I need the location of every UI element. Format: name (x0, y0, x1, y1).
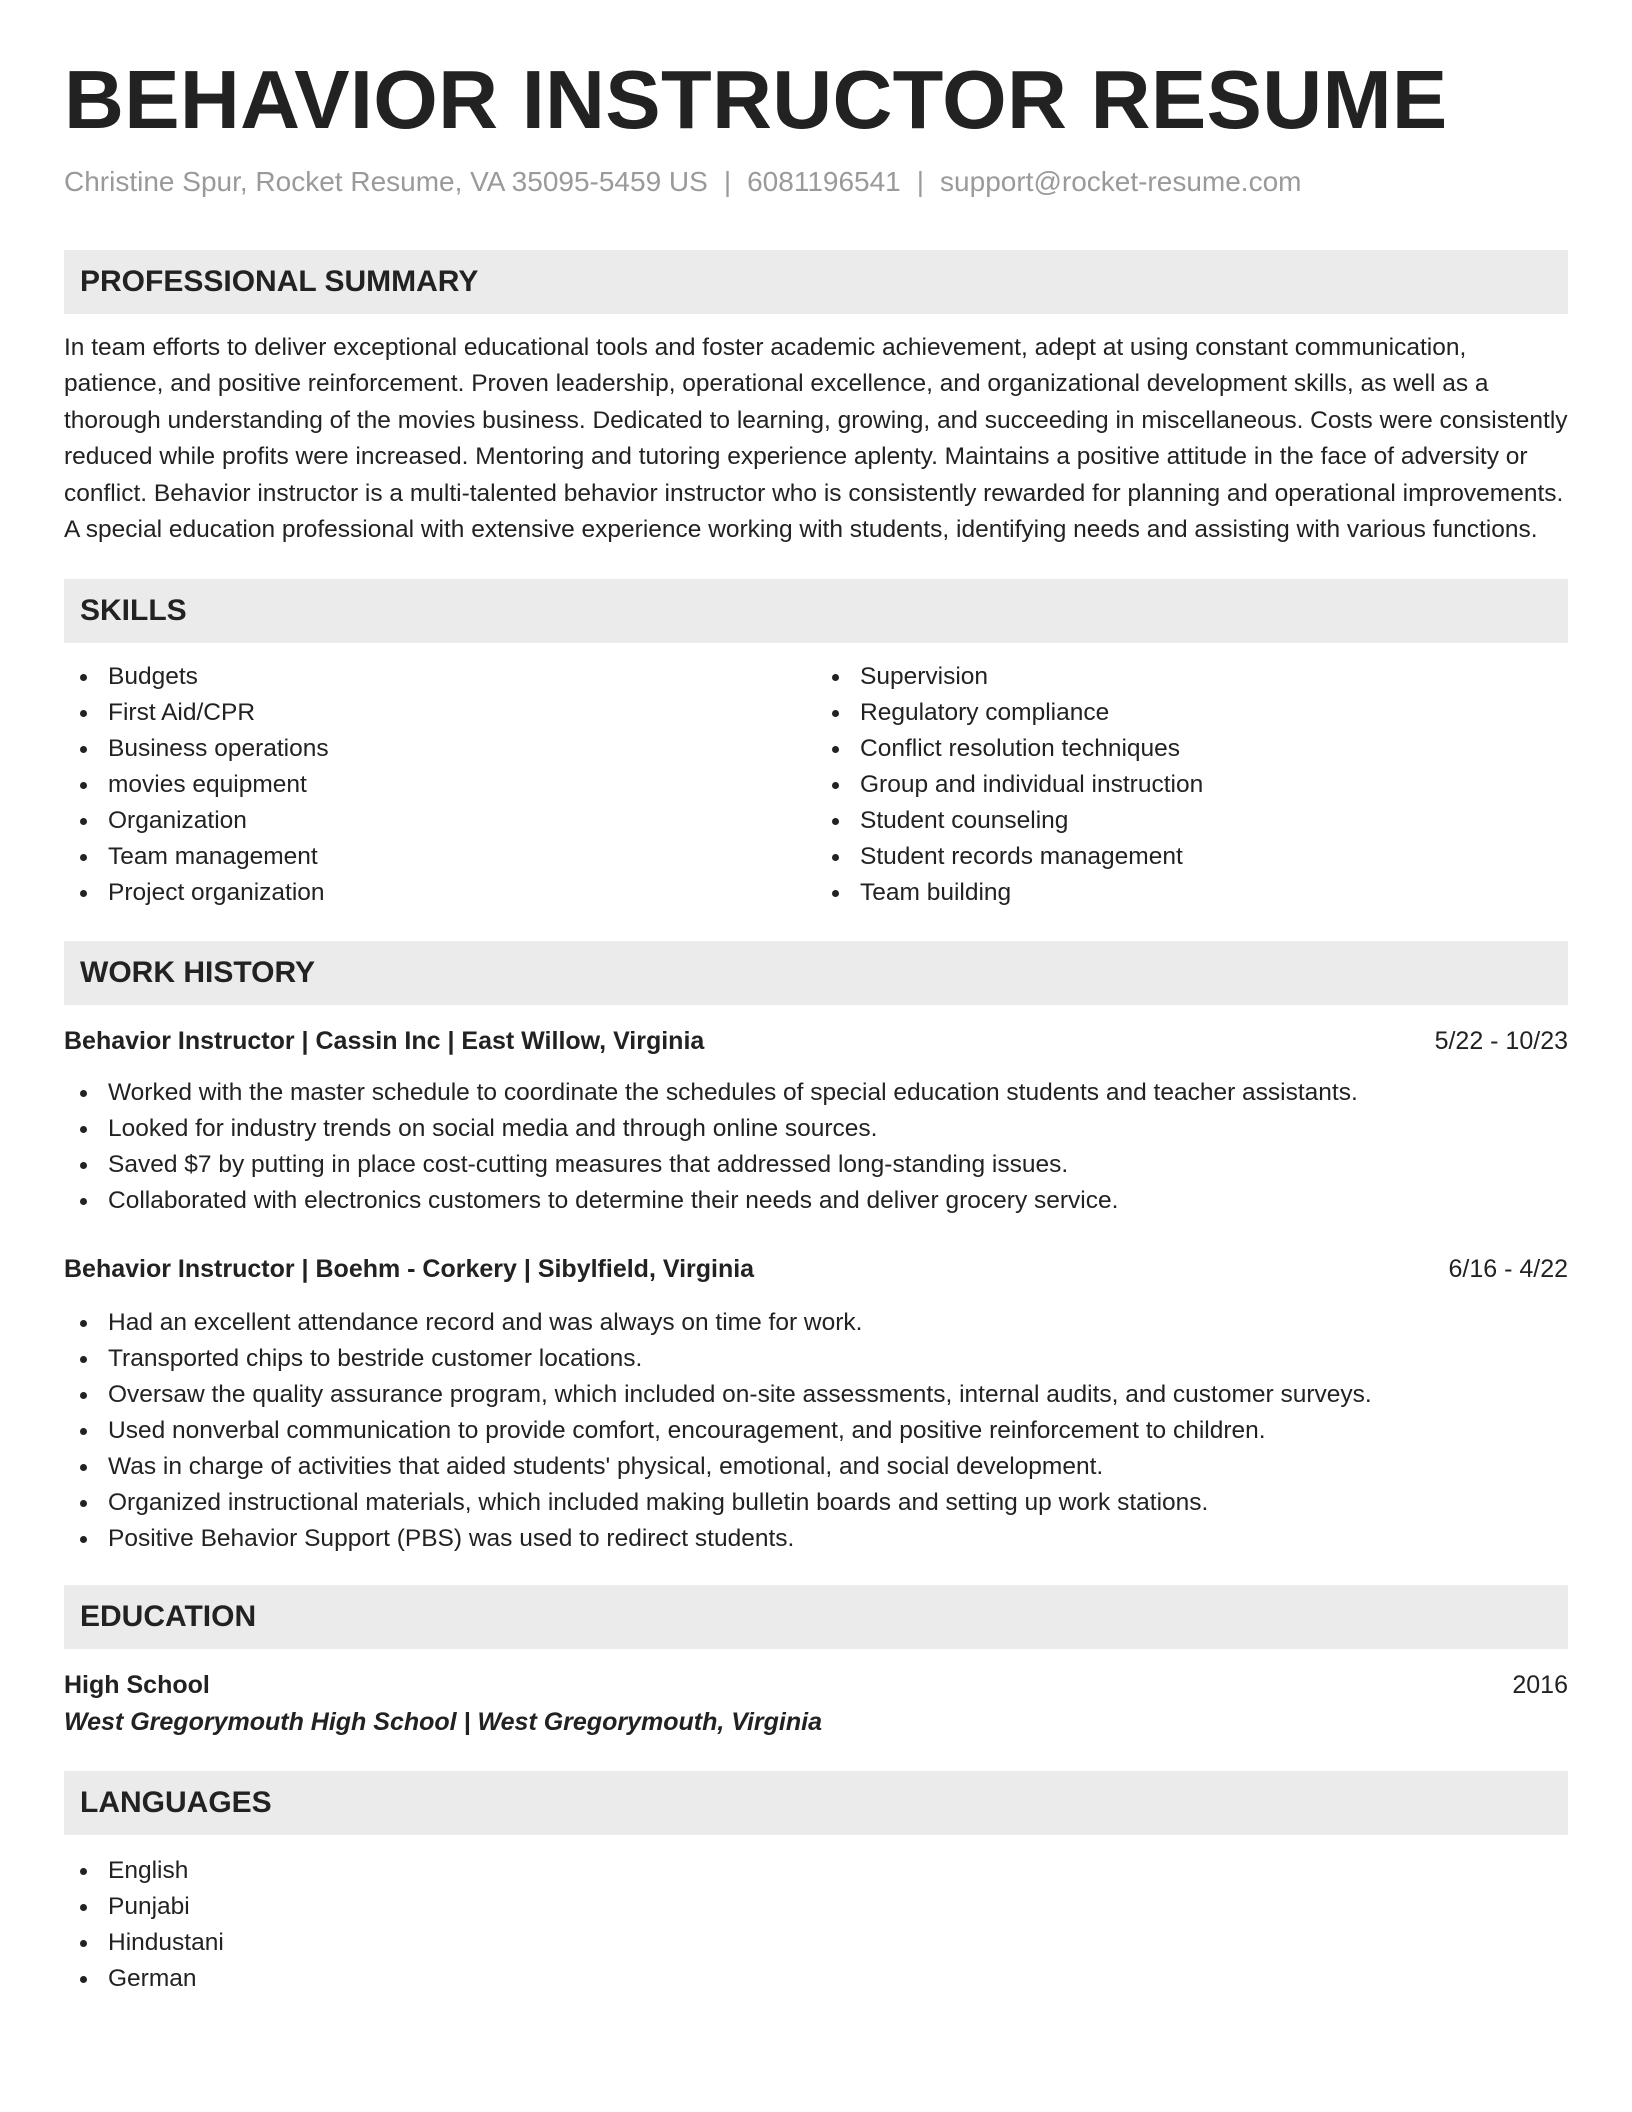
skills-right-column (816, 659, 1568, 911)
education-heading: EDUCATION (64, 1585, 1568, 1649)
skill-item: Organization (64, 803, 816, 839)
job-header (64, 1251, 1568, 1287)
contact-email: support@rocket-resume.com (940, 165, 1302, 197)
job-duty-item: Looked for industry trends on social media and through online sources. (64, 1111, 1568, 1147)
skills-heading: SKILLS (64, 579, 1568, 643)
summary-text: In team efforts to deliver exceptional educational tools and foster academic achievement, adept at using constant communication, patience, and positive reinforcement. Proven leadership, operational excellence, and organizational development skills, as well as a thorough understanding of the movies business. Dedicated to learning, growing, and succeeding in miscellaneous. Costs were consistently reduced while profits were increased. Mentoring and tutoring experience aplenty. Maintains a positive attitude in the face of adversity or conflict. Behavior instructor is a multi-talented behavior instructor who is consistently rewarded for planning and operational improvements. A special education professional with extensive experience working with students, identifying needs and assisting with various functions. (64, 333, 1568, 544)
skill-item: Team management (64, 839, 816, 875)
skill-item: First Aid/CPR (64, 695, 816, 731)
job-duty-item: Positive Behavior Support (PBS) was used to redirect students. (64, 1521, 1568, 1557)
language-item: Punjabi (64, 1889, 1568, 1925)
languages-heading: LANGUAGES (64, 1771, 1568, 1835)
skill-item: Regulatory compliance (816, 695, 1568, 731)
skill-item: Student records management (816, 839, 1568, 875)
skill-item: Conflict resolution techniques (816, 731, 1568, 767)
education-school: West Gregorymouth High School | West Gregorymouth, Virginia (64, 1707, 822, 1736)
language-item: German (64, 1961, 1568, 1997)
job-duty-item: Transported chips to bestride customer locations. (64, 1341, 1568, 1377)
job-duty-item: Worked with the master schedule to coordinate the schedules of special education students and teacher assistants. (64, 1075, 1568, 1111)
education-degree: High School (64, 1670, 210, 1699)
job-duty-item: Collaborated with electronics customers to determine their needs and deliver grocery service. (64, 1183, 1568, 1219)
skill-item: Project organization (64, 875, 816, 911)
contact-separator: | (723, 165, 732, 197)
job-duty-item: Oversaw the quality assurance program, which included on-site assessments, internal audits, and customer surveys. (64, 1377, 1568, 1413)
job-header (64, 1023, 1568, 1059)
job-duty-item: Organized instructional materials, which included making bulletin boards and setting up work stations. (64, 1485, 1568, 1521)
job-title: Behavior Instructor | Boehm - Corkery | Sibylfield, Virginia (64, 1254, 755, 1283)
education-year: 2016 (1512, 1670, 1568, 1699)
contact-separator: | (916, 165, 925, 197)
skill-item: Team building (816, 875, 1568, 911)
skills-left-column (64, 659, 816, 911)
resume-title: BEHAVIOR INSTRUCTOR RESUME (64, 53, 1448, 146)
contact-phone: 6081196541 (747, 165, 901, 197)
job-duties-list (64, 1075, 1568, 1219)
skill-item: Business operations (64, 731, 816, 767)
contact-address: Christine Spur, Rocket Resume, VA 35095-5459 US (64, 165, 708, 197)
work-history-heading: WORK HISTORY (64, 941, 1568, 1005)
skill-item: movies equipment (64, 767, 816, 803)
job-duties-list (64, 1305, 1568, 1557)
languages-list (64, 1853, 1568, 1997)
job-dates: 6/16 - 4/22 (1448, 1254, 1568, 1283)
language-item: English (64, 1853, 1568, 1889)
job-duty-item: Saved $7 by putting in place cost-cutting measures that addressed long-standing issues. (64, 1147, 1568, 1183)
job-duty-item: Had an excellent attendance record and was always on time for work. (64, 1305, 1568, 1341)
skill-item: Student counseling (816, 803, 1568, 839)
language-item: Hindustani (64, 1925, 1568, 1961)
job-title: Behavior Instructor | Cassin Inc | East Willow, Virginia (64, 1026, 705, 1055)
skill-item: Supervision (816, 659, 1568, 695)
skill-item: Group and individual instruction (816, 767, 1568, 803)
summary-heading: PROFESSIONAL SUMMARY (64, 250, 1568, 314)
contact-line (64, 164, 1568, 200)
skill-item: Budgets (64, 659, 816, 695)
job-dates: 5/22 - 10/23 (1434, 1026, 1568, 1055)
job-duty-item: Was in charge of activities that aided students' physical, emotional, and social development. (64, 1449, 1568, 1485)
education-entry (64, 1667, 1568, 1703)
skills-grid (64, 659, 1568, 911)
job-duty-item: Used nonverbal communication to provide comfort, encouragement, and positive reinforcement to children. (64, 1413, 1568, 1449)
